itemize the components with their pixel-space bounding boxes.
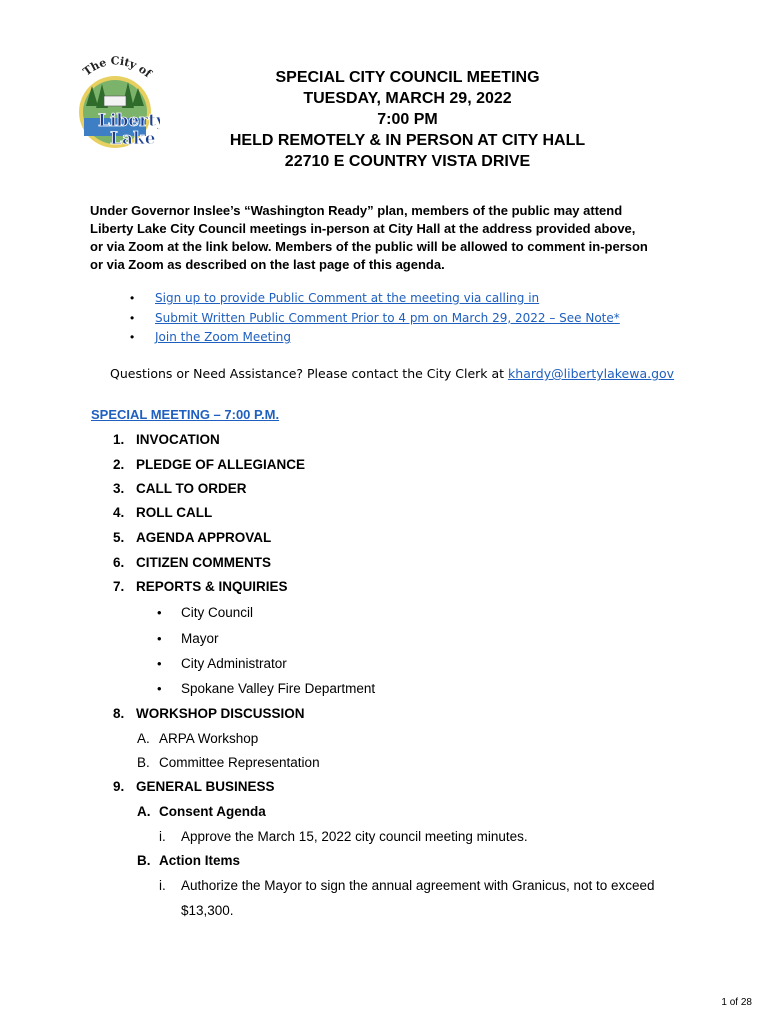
questions-line bbox=[110, 366, 674, 381]
public-comment-call-link[interactable]: Sign up to provide Public Comment at the meeting via calling in bbox=[155, 291, 540, 305]
list-item bbox=[130, 327, 620, 347]
intro-line: Under Governor Inslee’s “Washington Ready” plan, members of the public may attend bbox=[90, 203, 623, 218]
agenda-number: 2. bbox=[113, 457, 125, 472]
action-items-title: Action Items bbox=[159, 853, 241, 868]
page-number: 1 of 28 bbox=[721, 997, 752, 1008]
agenda-item-invocation: INVOCATION bbox=[136, 432, 220, 447]
agenda-item-citizen-comments: CITIZEN COMMENTS bbox=[136, 555, 271, 570]
workshop-item: Committee Representation bbox=[159, 755, 320, 770]
workshop-item: ARPA Workshop bbox=[159, 731, 259, 746]
clerk-email-link[interactable]: khardy@libertylakewa.gov bbox=[508, 366, 675, 381]
agenda-item-call-to-order: CALL TO ORDER bbox=[136, 481, 247, 496]
section-title: SPECIAL MEETING – 7:00 P.M. bbox=[91, 407, 280, 422]
bullet-icon: • bbox=[130, 291, 135, 305]
questions-text: Questions or Need Assistance? Please contact the City Clerk at bbox=[110, 366, 509, 381]
agenda-number: 8. bbox=[113, 706, 125, 721]
zoom-meeting-link[interactable]: Join the Zoom Meeting bbox=[155, 330, 291, 344]
agenda-number: 7. bbox=[113, 579, 125, 594]
agenda-number: 6. bbox=[113, 555, 125, 570]
bullet-icon: • bbox=[157, 631, 162, 646]
agenda-number: 1. bbox=[113, 432, 125, 447]
written-comment-link[interactable]: Submit Written Public Comment Prior to 4 pm on March 29, 2022 – See Note* bbox=[155, 310, 620, 325]
logo-arc-text: The City of bbox=[80, 56, 154, 81]
logo-word-lake: Lake bbox=[110, 129, 156, 149]
intro-line: Liberty Lake City Council meetings in-person at City Hall at the address provided above, bbox=[90, 221, 636, 236]
list-item bbox=[130, 308, 620, 328]
consent-agenda-title: Consent Agenda bbox=[159, 804, 266, 819]
agenda-item-general-business: GENERAL BUSINESS bbox=[136, 779, 275, 794]
header-address-line: 22710 E COUNTRY VISTA DRIVE bbox=[284, 153, 531, 170]
intro-line: or via Zoom as described on the last page of this agenda. bbox=[90, 257, 445, 272]
public-links-list bbox=[130, 288, 620, 347]
agenda-item-workshop: WORKSHOP DISCUSSION bbox=[136, 706, 305, 721]
agenda-item-pledge: PLEDGE OF ALLEGIANCE bbox=[136, 457, 306, 472]
agenda-number: 3. bbox=[113, 481, 125, 496]
roman-numeral: i. bbox=[159, 829, 166, 844]
report-item: Mayor bbox=[181, 631, 219, 646]
bullet-icon: • bbox=[130, 310, 135, 325]
action-item: Authorize the Mayor to sign the annual agreement with Granicus, not to exceed bbox=[181, 878, 655, 893]
list-item bbox=[130, 288, 620, 308]
consent-item: Approve the March 15, 2022 city council meeting minutes. bbox=[181, 829, 528, 844]
agenda-number: 5. bbox=[113, 530, 125, 545]
agenda-number: 9. bbox=[113, 779, 125, 794]
header-date-line: TUESDAY, MARCH 29, 2022 bbox=[303, 90, 512, 107]
bullet-icon: • bbox=[157, 681, 162, 696]
agenda-number: 4. bbox=[113, 505, 125, 520]
workshop-letter: A. bbox=[137, 731, 150, 746]
report-item: City Council bbox=[181, 605, 254, 620]
roman-numeral: i. bbox=[159, 878, 166, 893]
header-title-line: SPECIAL CITY COUNCIL MEETING bbox=[275, 69, 540, 86]
agenda-item-reports: REPORTS & INQUIRIES bbox=[136, 579, 288, 594]
bullet-icon: • bbox=[130, 330, 135, 344]
report-item: City Administrator bbox=[181, 656, 287, 671]
report-item: Spokane Valley Fire Department bbox=[181, 681, 376, 696]
city-logo bbox=[70, 56, 160, 154]
agenda-item-agenda-approval: AGENDA APPROVAL bbox=[136, 530, 272, 545]
intro-line: or via Zoom at the link below. Members of the public will be allowed to comment in-person bbox=[90, 239, 648, 254]
bullet-icon: • bbox=[157, 605, 162, 620]
header-location-line: HELD REMOTELY & IN PERSON AT CITY HALL bbox=[229, 132, 586, 149]
workshop-letter: B. bbox=[137, 755, 150, 770]
logo-word-liberty: Liberty bbox=[98, 111, 160, 131]
general-letter: B. bbox=[137, 853, 151, 868]
general-letter: A. bbox=[137, 804, 151, 819]
header-time-line: 7:00 PM bbox=[377, 111, 438, 128]
action-item-continued: $13,300. bbox=[181, 903, 234, 918]
agenda-item-roll-call: ROLL CALL bbox=[136, 505, 213, 520]
bullet-icon: • bbox=[157, 656, 162, 671]
intro-paragraph bbox=[90, 202, 690, 274]
